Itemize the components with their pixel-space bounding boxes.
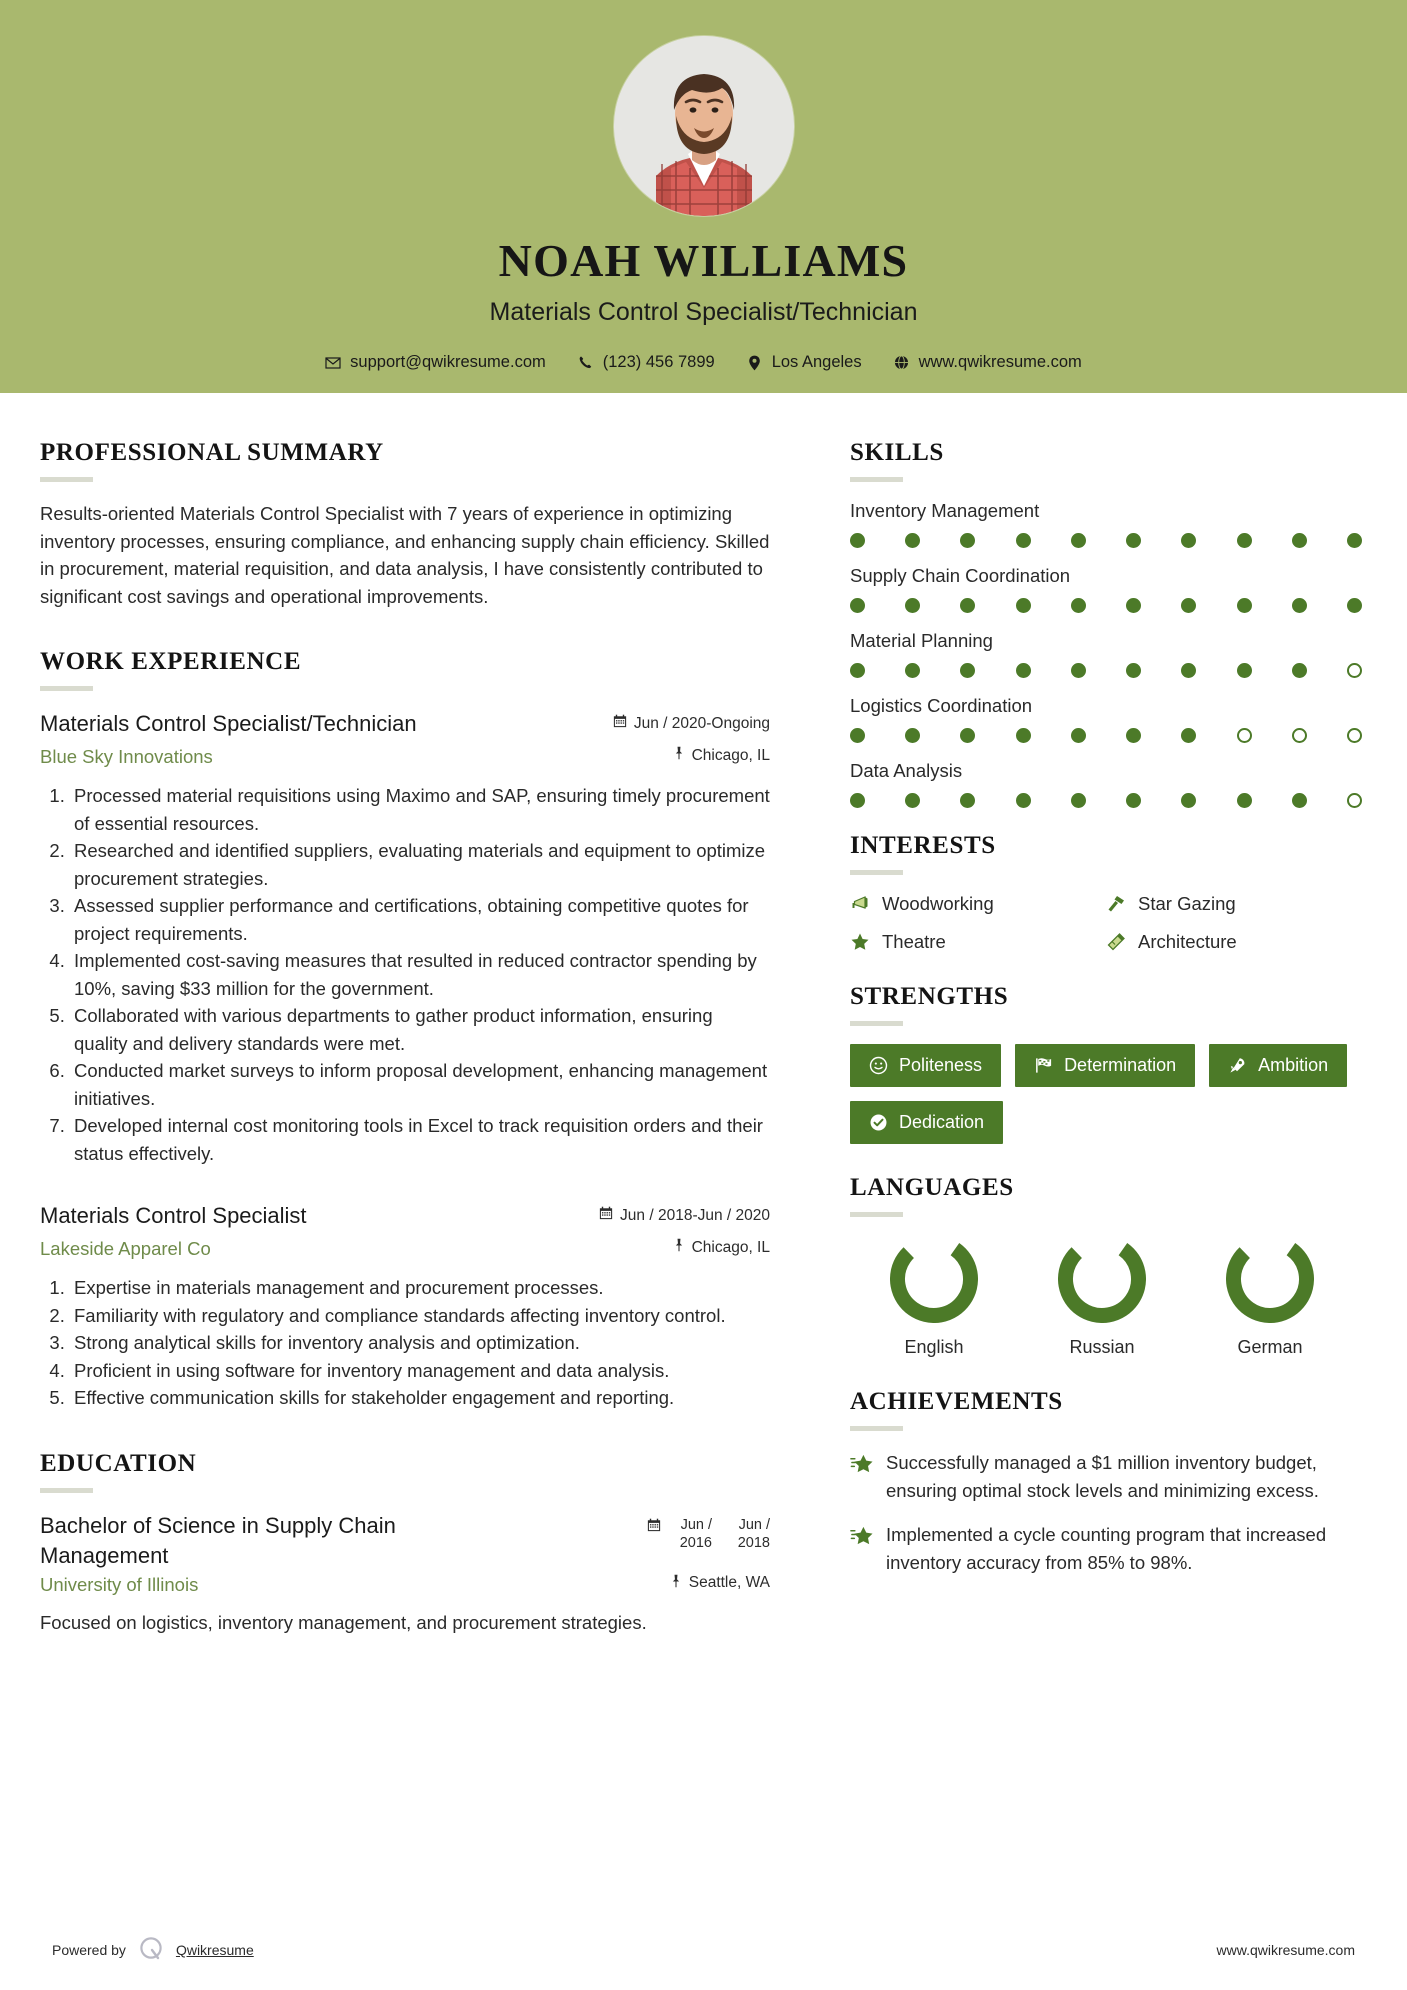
interest-item [850,893,1106,915]
skill-dot-filled [1181,728,1196,743]
skill-dot-filled [1126,663,1141,678]
contact-website-text: www.qwikresume.com [918,353,1082,371]
skill-dot-filled [850,533,865,548]
flag-icon [1034,1056,1053,1075]
qwikresume-logo-icon [138,1936,164,1965]
skill-dot-filled [905,598,920,613]
skill-dot-filled [850,598,865,613]
language-progress-ring [1058,1235,1146,1323]
skill-dot-filled [1016,598,1031,613]
job-location-text: Chicago, IL [691,1238,770,1256]
skill-item [850,695,1362,743]
skill-label: Supply Chain Coordination [850,565,1071,586]
work-entry [40,1201,770,1412]
section-interests [850,832,1362,953]
skill-label: Material Planning [850,630,993,651]
skill-rating [850,663,1362,678]
section-professional-summary [40,439,770,610]
skill-dot-filled [1292,598,1307,613]
skill-dot-filled [1237,663,1252,678]
job-date [585,714,770,733]
skill-dot-filled [1016,728,1031,743]
list-item: 4. Implemented cost-saving measures that resulted in reduced contractor spending by 10%, saving $33 million for the government. [70,947,770,1002]
skill-dot-filled [1016,663,1031,678]
skill-dot-filled [1181,598,1196,613]
section-title-skills: SKILLS [850,439,944,466]
envelope-icon [325,355,341,371]
contact-phone[interactable] [562,353,731,372]
skill-dot-filled [905,793,920,808]
skill-dot-empty [1347,728,1362,743]
language-label: German [1237,1337,1303,1357]
calendar-icon [599,1206,613,1225]
strength-label: Dedication [899,1112,985,1132]
strength-chip [850,1101,1003,1144]
rocket-icon [1228,1056,1247,1075]
skill-dot-filled [1237,598,1252,613]
contact-row [309,353,1098,372]
achievement-item [850,1449,1362,1504]
resume-header [0,0,1407,393]
contact-phone-text: (123) 456 7899 [602,353,715,371]
skill-dot-filled [850,728,865,743]
education-description: Focused on logistics, inventory management, and procurement strategies. [40,1611,647,1633]
skill-dot-filled [1126,598,1141,613]
skill-dot-filled [960,533,975,548]
resume-body [0,393,1407,1636]
skill-dot-filled [905,663,920,678]
education-entry [40,1511,770,1637]
right-column [810,393,1407,1636]
section-title-languages: LANGUAGES [850,1174,1014,1201]
job-bullets [40,782,770,1167]
list-item: 4. Proficient in using software for inventory management and data analysis. [70,1357,770,1385]
job-date-text: Jun / 2020-Ongoing [633,714,770,732]
check-circle-icon [869,1113,888,1132]
footer-website[interactable]: www.qwikresume.com [1216,1942,1355,1958]
skill-dot-filled [960,728,975,743]
language-progress-ring [1226,1235,1314,1323]
education-start-year: 2016 [679,1534,712,1551]
section-rule [40,1488,93,1493]
section-title-interests: INTERESTS [850,832,996,859]
skill-dot-filled [1126,793,1141,808]
interest-item [850,931,1106,953]
smiley-icon [869,1056,888,1075]
section-rule [850,870,903,875]
job-role: Materials Control Specialist [40,1203,307,1228]
skill-dot-filled [1347,533,1362,548]
section-skills [850,439,1362,808]
skill-dot-filled [1071,728,1086,743]
section-rule [850,477,903,482]
list-item: 1. Processed material requisitions using Maximo and SAP, ensuring timely procurement of essential resources. [70,782,770,837]
skill-item [850,630,1362,678]
skill-dot-filled [1016,533,1031,548]
language-item [850,1235,1018,1358]
skill-item [850,760,1362,808]
skill-dot-filled [1237,533,1252,548]
list-item: 5. Effective communication skills for stakeholder engagement and reporting. [70,1384,770,1412]
interest-label: Woodworking [882,893,994,914]
education-date [585,1516,770,1552]
skill-label: Logistics Coordination [850,695,1033,716]
contact-email-text: support@qwikresume.com [350,353,546,371]
strength-label: Ambition [1258,1055,1329,1075]
list-item: 3. Assessed supplier performance and certifications, obtaining competitive quotes for project requirements. [70,892,770,947]
school-name: University of Illinois [40,1573,199,1595]
section-languages [850,1174,1362,1358]
globe-icon [894,355,910,371]
language-item [1186,1235,1354,1358]
skill-dot-filled [905,728,920,743]
education-start-month: Jun / [680,1516,712,1533]
skill-dot-filled [1071,533,1086,548]
avatar [614,36,794,216]
contact-location-text: Los Angeles [771,353,862,371]
shooting-star-icon [850,1524,873,1547]
contact-location [731,353,878,372]
skill-dot-filled [1126,728,1141,743]
calendar-icon [647,1518,661,1537]
contact-email[interactable] [309,353,562,372]
skill-label: Data Analysis [850,760,963,781]
strength-chip [850,1044,1001,1087]
interest-item [1106,893,1362,915]
skill-dot-empty [1237,728,1252,743]
strength-chip [1209,1044,1347,1087]
skill-dot-filled [1181,533,1196,548]
job-bullets [40,1274,770,1412]
megaphone-icon [850,894,870,914]
job-location [673,1238,770,1257]
section-rule [850,1021,903,1026]
pushpin-icon [673,746,685,765]
strength-label: Politeness [899,1055,983,1075]
section-rule [850,1212,903,1217]
job-title: Materials Control Specialist/Technician [489,298,918,326]
job-location [673,746,770,765]
skill-dot-filled [905,533,920,548]
location-pin-icon [747,355,763,371]
language-item [1018,1235,1186,1358]
skill-dot-filled [1071,598,1086,613]
education-location-text: Seattle, WA [688,1574,770,1591]
pushpin-icon [673,1238,685,1257]
skill-dot-filled [960,793,975,808]
skill-dot-filled [1292,793,1307,808]
interest-label: Theatre [882,931,946,952]
interest-label: Star Gazing [1138,893,1236,914]
skill-rating [850,793,1362,808]
list-item: 5. Collaborated with various departments to gather product information, ensuring quality and delivery standards were met. [70,1002,770,1057]
list-item: 6. Conducted market surveys to inform proposal development, enhancing management initiatives. [70,1057,770,1112]
section-title-work: WORK EXPERIENCE [40,648,302,675]
section-title-achievements: ACHIEVEMENTS [850,1388,1063,1415]
section-achievements [850,1388,1362,1576]
qwikresume-link[interactable]: Qwikresume [175,1942,254,1958]
skill-label: Inventory Management [850,500,1040,521]
skill-rating [850,728,1362,743]
list-item: 2. Familiarity with regulatory and compliance standards affecting inventory control. [70,1302,770,1330]
skill-item [850,565,1362,613]
interest-label: Architecture [1138,931,1237,952]
list-item: 1. Expertise in materials management and procurement processes. [70,1274,770,1302]
education-end-year: 2018 [737,1534,770,1551]
star-icon [850,932,870,952]
skill-dot-filled [1347,598,1362,613]
language-label: Russian [1069,1337,1135,1357]
skill-item [850,500,1362,548]
phone-icon [578,355,594,371]
achievement-item [850,1521,1362,1576]
section-work-experience [40,648,770,1412]
language-progress-ring [890,1235,978,1323]
degree-title: Bachelor of Science in Supply Chain Management [40,1512,396,1568]
section-rule [850,1426,903,1431]
shooting-star-icon [850,1452,873,1475]
skill-dot-filled [1181,663,1196,678]
list-item: 3. Strong analytical skills for inventory analysis and optimization. [70,1329,770,1357]
skill-dot-filled [1016,793,1031,808]
achievement-text: Successfully managed a $1 million inventory budget, ensuring optimal stock levels and minimizing excess. [886,1452,1319,1501]
strength-chip [1015,1044,1195,1087]
achievement-text: Implemented a cycle counting program that increased inventory accuracy from 85% to 98%. [886,1524,1327,1573]
powered-by-block [52,1936,254,1965]
ruler-pencil-icon [1106,932,1126,952]
list-item: 2. Researched and identified suppliers, evaluating materials and equipment to optimize procurement strategies. [70,837,770,892]
skill-dot-filled [960,663,975,678]
education-location [670,1574,770,1593]
section-strengths [850,983,1362,1144]
footer [0,1910,1407,1990]
skill-rating [850,533,1362,548]
pushpin-icon [670,1574,682,1593]
job-date-text: Jun / 2018-Jun / 2020 [620,1206,770,1224]
strength-label: Determination [1064,1055,1177,1075]
section-title-strengths: STRENGTHS [850,983,1009,1010]
contact-website[interactable] [878,353,1098,372]
page-title: NOAH WILLIAMS [498,235,909,286]
hammer-icon [1106,894,1126,914]
skill-dot-filled [850,793,865,808]
interest-item [1106,931,1362,953]
job-company: Lakeside Apparel Co [40,1238,211,1259]
skill-dot-filled [1292,663,1307,678]
job-role: Materials Control Specialist/Technician [40,711,417,736]
skill-dot-empty [1347,793,1362,808]
left-column [0,393,810,1636]
skill-dot-filled [960,598,975,613]
skill-dot-empty [1347,663,1362,678]
list-item: 7. Developed internal cost monitoring tools in Excel to track requisition orders and their status effectively. [70,1112,770,1167]
section-title-education: EDUCATION [40,1449,197,1477]
skill-dot-filled [1071,663,1086,678]
section-rule [40,477,93,482]
skill-dot-filled [1237,793,1252,808]
education-end-month: Jun / [738,1516,770,1533]
skill-rating [850,598,1362,613]
skill-dot-filled [1126,533,1141,548]
skill-dot-filled [850,663,865,678]
skill-dot-filled [1181,793,1196,808]
calendar-icon [613,714,627,733]
section-rule [40,686,93,691]
skill-dot-empty [1292,728,1307,743]
work-entry [40,709,770,1167]
language-label: English [904,1337,964,1357]
section-title-summary: PROFESSIONAL SUMMARY [40,439,384,466]
skill-dot-filled [1292,533,1307,548]
skill-dot-filled [1071,793,1086,808]
job-date [585,1206,770,1225]
powered-by-label: Powered by [52,1942,126,1958]
summary-text: Results-oriented Materials Control Specialist with 7 years of experience in optimizing inventory processes, ensuring compliance, and enhancing supply chain efficiency. Skilled in procurement, material requisition, and data analysis, I have consistently contributed to significant cost savings and operational improvements. [40,503,770,607]
job-location-text: Chicago, IL [691,746,770,764]
job-company: Blue Sky Innovations [40,746,213,767]
section-education [40,1450,770,1637]
